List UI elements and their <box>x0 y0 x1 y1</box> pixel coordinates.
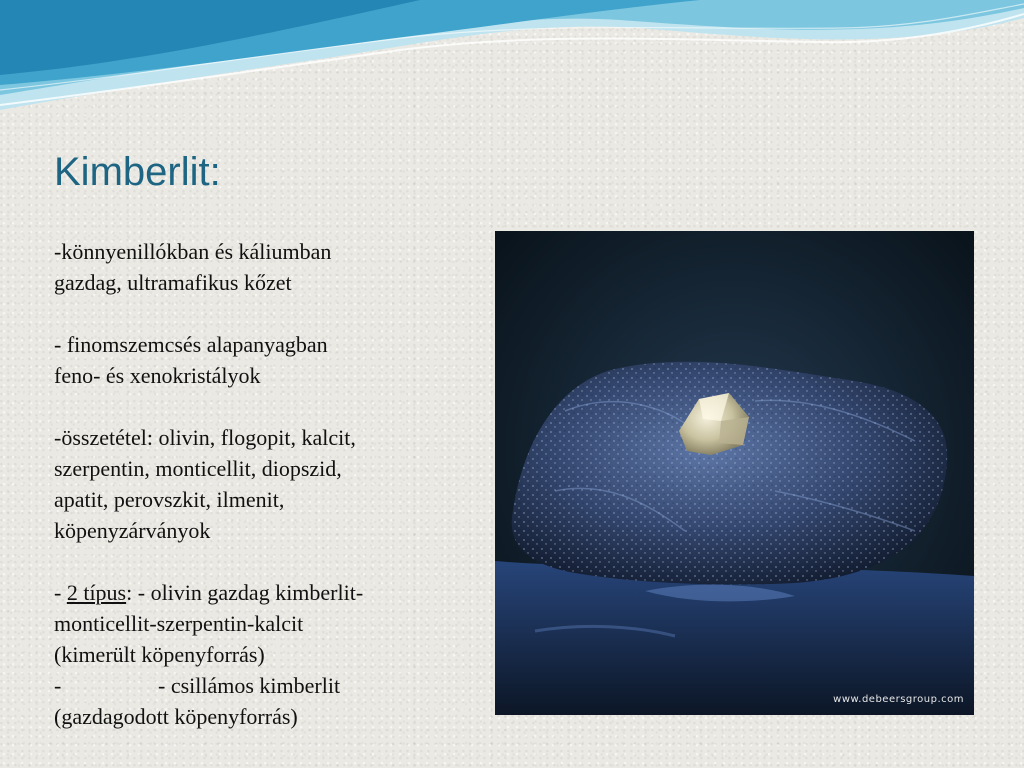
text-fragment: - csillámos kimberlit <box>158 673 341 698</box>
paragraph-types <box>54 577 474 732</box>
text-line: apatit, perovszkit, ilmenit, <box>54 487 285 512</box>
text-line: (kimerült köpenyforrás) <box>54 642 265 667</box>
text-line: -könnyenillókban és káliumban <box>54 239 332 264</box>
slide-title: Kimberlit: <box>54 150 221 194</box>
text-fragment: : - olivin gazdag kimberlit- <box>126 580 364 605</box>
decorative-wave-header <box>0 0 1024 120</box>
kimberlite-rock-illustration <box>495 231 974 715</box>
text-line: - finomszemcsés alapanyagban <box>54 332 328 357</box>
text-line: feno- és xenokristályok <box>54 363 261 388</box>
paragraph-mineralogy <box>54 422 474 546</box>
text-fragment: - <box>54 580 67 605</box>
text-line: monticellit-szerpentin-kalcit <box>54 611 304 636</box>
kimberlite-photo <box>495 231 974 715</box>
text-line: köpenyzárványok <box>54 518 211 543</box>
image-caption: www.debeersgroup.com <box>833 694 964 705</box>
paragraph-texture <box>54 329 474 391</box>
types-link[interactable]: 2 típus <box>66 580 127 605</box>
text-line: szerpentin, monticellit, diopszid, <box>54 456 342 481</box>
text-fragment: - <box>54 673 62 698</box>
text-line: (gazdagodott köpenyforrás) <box>54 704 298 729</box>
slide-body <box>54 236 474 732</box>
text-line: -összetétel: olivin, flogopit, kalcit, <box>54 425 356 450</box>
text-line: gazdag, ultramafikus kőzet <box>54 270 292 295</box>
paragraph-composition-type <box>54 236 474 298</box>
